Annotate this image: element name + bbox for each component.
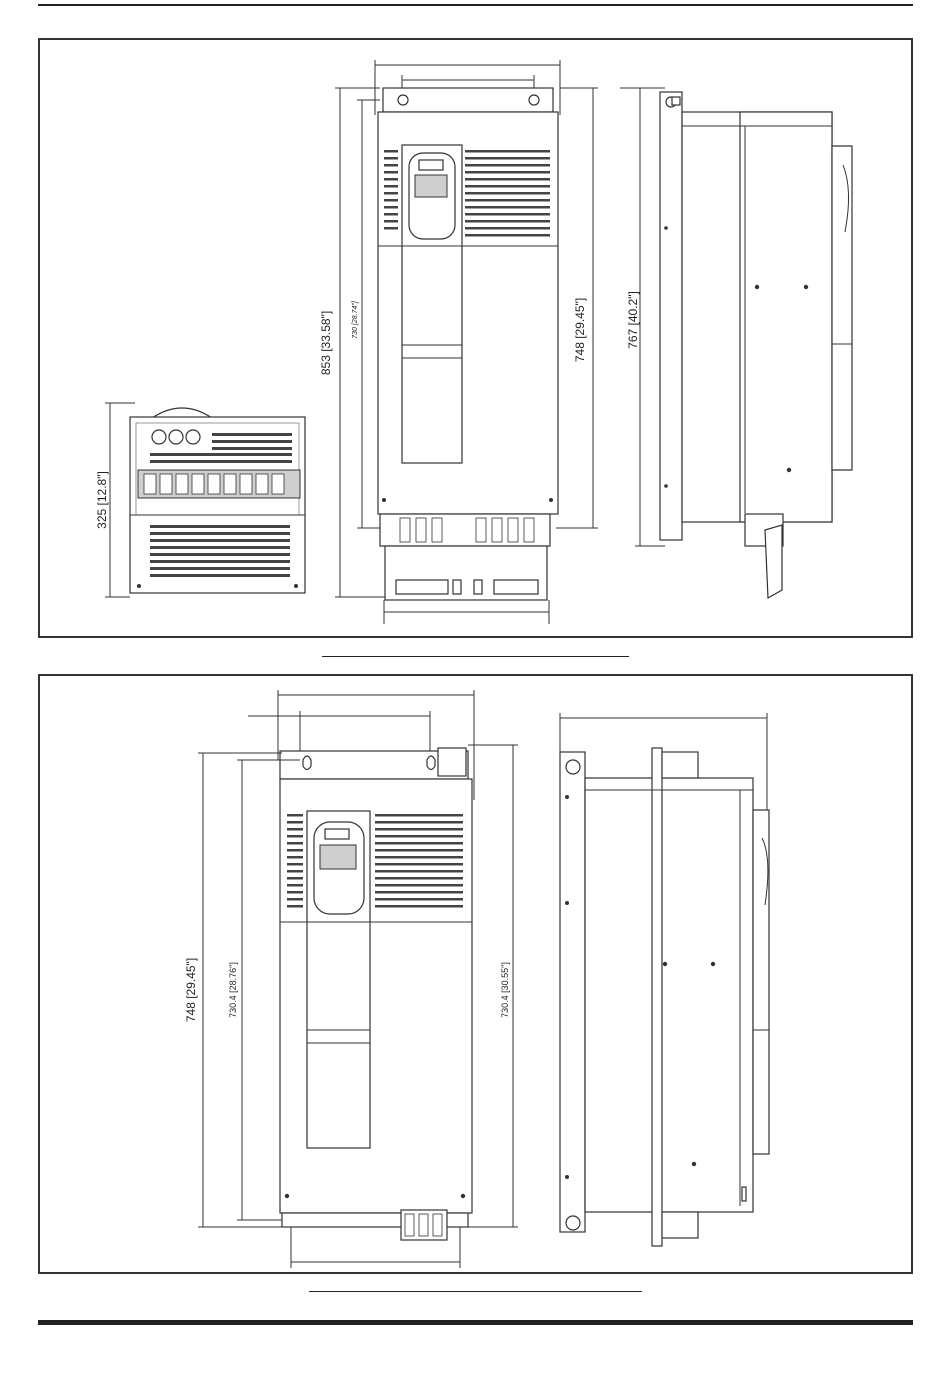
label-height-side-front: 748 [29.45"] bbox=[573, 297, 587, 363]
label-depth-bottom: 325 [12.8"] bbox=[95, 471, 109, 529]
label-height-inner-right: 730.4 [30.55"] bbox=[500, 962, 510, 1018]
front-view-bottom bbox=[184, 690, 518, 1268]
label-height-inner-left: 730.4 [28.76"] bbox=[228, 962, 238, 1018]
label-height-outer: 748 [29.45"] bbox=[184, 957, 198, 1023]
label-height-overall: 853 [33.58"] bbox=[319, 310, 333, 376]
label-height-inner: 730 [28.74"] bbox=[352, 301, 359, 339]
label-height-side: 767 [40.2"] bbox=[626, 291, 640, 349]
side-view-bottom bbox=[560, 713, 769, 1246]
